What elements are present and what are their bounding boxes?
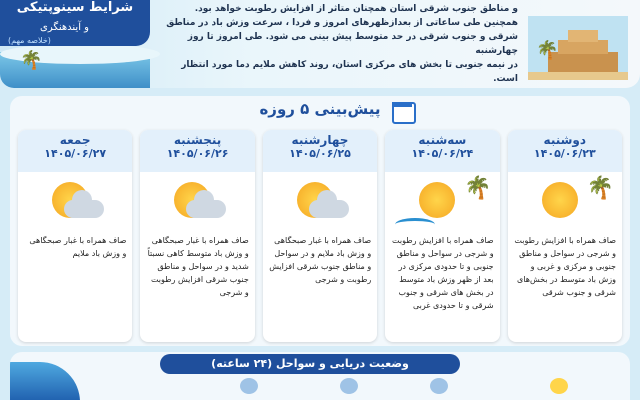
wave-icon xyxy=(10,362,80,400)
forecast-title: پیش‌بینی ۵ روزه xyxy=(259,100,381,118)
card-header xyxy=(508,130,622,172)
palm-icon: 🌴 xyxy=(20,50,43,71)
forecast-card xyxy=(18,130,132,342)
card-description: صاف همراه با افزایش رطوبت و شرجی در سواحل و مناطق جنوبی و تا حدودی مرکزی در بعد از ظهر وزش باد متوسط در بخش های شرقی و جنوب شرقی و تا حدودی غربی xyxy=(392,236,494,310)
sun-dust-icon xyxy=(140,172,254,234)
card-date: ۱۴۰۵/۰۶/۲۷ xyxy=(44,147,107,160)
sun-icon xyxy=(550,378,568,394)
forecast-card xyxy=(385,130,499,342)
forecast-card xyxy=(263,130,377,342)
sunny-icon: 🌴 xyxy=(508,172,622,234)
header-note: (خلاصه مهم) xyxy=(8,36,51,45)
svg-text:🌴: 🌴 xyxy=(536,40,559,61)
card-description: صاف همراه با غبار صبحگاهی و وزش باد متوسط کاهی نسبتاً شدید و در سواحل و مناطق جنوب شرقی افزایش رطوبت و شرجی xyxy=(147,236,249,297)
summary-line: شرقی و جنوب شرقی در حد متوسط پیش بینی می شود. طی امروز تا روز چهارشنبه xyxy=(187,32,518,56)
card-day: چهارشنبه xyxy=(291,133,349,147)
flag-icon xyxy=(340,378,358,394)
card-date: ۱۴۰۵/۰۶/۲۵ xyxy=(289,147,351,160)
forecast-panel xyxy=(10,96,630,346)
card-date: ۱۴۰۵/۰۶/۲۳ xyxy=(533,147,596,160)
card-header xyxy=(140,130,254,172)
card-day: سه‌شنبه xyxy=(418,133,467,147)
sun-dust-icon xyxy=(18,172,132,234)
card-date: ۱۴۰۵/۰۶/۲۴ xyxy=(411,147,474,160)
forecast-card xyxy=(508,130,622,342)
card-day: پنجشنبه xyxy=(173,133,222,147)
sun-dust-icon xyxy=(263,172,377,234)
card-description: صاف همراه با افزایش رطوبت و شرجی در سواحل و مناطق جنوبی و مرکزی و غربی و وزش باد متوسط در بخش‌های شرقی و جنوب شرقی xyxy=(514,236,616,297)
header-subtitle: و آیندهنگری xyxy=(40,22,89,33)
card-header xyxy=(263,130,377,172)
forecast-card xyxy=(140,130,254,342)
header-summary xyxy=(158,2,518,86)
forecast-cards xyxy=(18,130,622,342)
summary-line: و مناطق جنوب شرقی استان همچنان متاثر از افزایش رطوبت خواهد بود. xyxy=(194,4,518,14)
wind-icon xyxy=(240,378,258,394)
card-date: ۱۴۰۵/۰۶/۲۶ xyxy=(166,147,229,160)
summary-line: در نیمه جنوبی تا بخش های مرکزی استان، روند کاهش ملایم دما مورد انتظار است. xyxy=(181,60,518,84)
summary-line: همچنین طی ساعاتی از بعدازظهرهای امروز و فردا ، سرعت وزش باد در مناطق xyxy=(166,18,518,28)
card-header xyxy=(18,130,132,172)
header-panel xyxy=(0,0,640,88)
card-day: دوشنبه xyxy=(543,133,587,147)
card-description: صاف همراه با غبار صبحگاهی و وزش باد ملایم و در سواحل و مناطق جنوب شرقی افزایش رطوبت و شرجی xyxy=(269,236,372,284)
sunny-humid-icon: 🌴 xyxy=(385,172,499,234)
header-title: شرایط سینوپتیکی xyxy=(16,0,134,15)
wave-height-icon xyxy=(430,378,448,394)
marine-panel xyxy=(10,352,630,400)
card-day: جمعه xyxy=(59,133,91,147)
marine-title: وضعیت دریایی و سواحل (۲۴ ساعته) xyxy=(160,354,460,374)
ziggurat-illustration xyxy=(528,16,628,80)
card-description: صاف همراه با غبار صبحگاهی و وزش باد ملایم xyxy=(29,236,127,258)
card-header xyxy=(385,130,499,172)
header-title-box xyxy=(0,0,150,46)
